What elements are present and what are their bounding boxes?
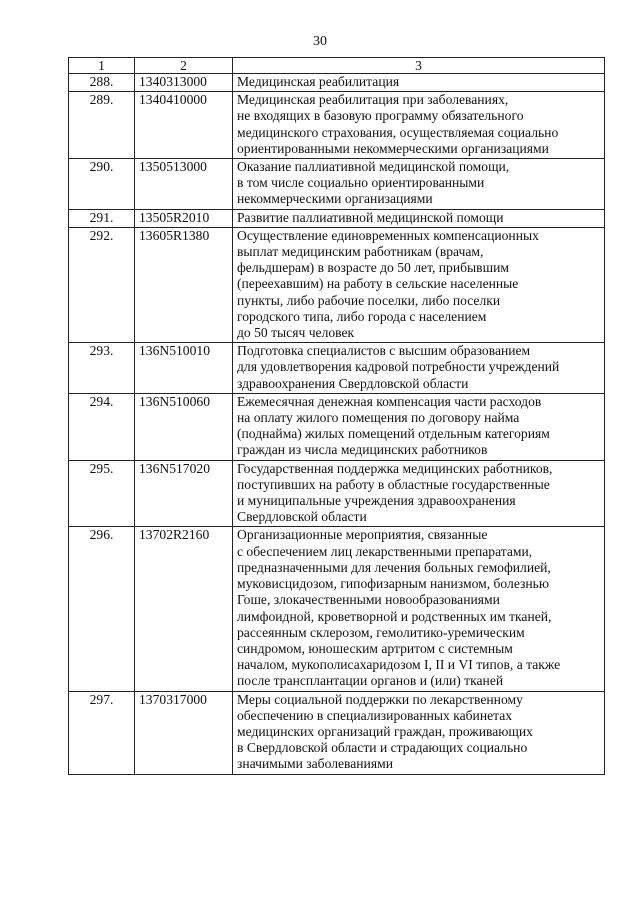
row-description: Развитие паллиативной медицинской помощи (233, 209, 605, 227)
table-row (69, 393, 605, 460)
table-row (69, 460, 605, 527)
row-code: 136N510060 (135, 393, 233, 460)
table-header-row (69, 58, 605, 74)
row-code: 1340313000 (135, 74, 233, 92)
row-number: 292. (69, 227, 135, 342)
row-number: 297. (69, 691, 135, 774)
row-description: Оказание паллиативной медицинской помощи, в том числе социально ориентированными некоммерческими организациями (233, 159, 605, 210)
row-description: Медицинская реабилитация (233, 74, 605, 92)
table-row (69, 92, 605, 159)
table-row (69, 159, 605, 210)
row-code: 136N517020 (135, 460, 233, 527)
table-row (69, 227, 605, 342)
row-code: 1350513000 (135, 159, 233, 210)
row-number: 293. (69, 343, 135, 394)
row-code: 13505R2010 (135, 209, 233, 227)
row-number: 288. (69, 74, 135, 92)
table-row (69, 209, 605, 227)
row-code: 13605R1380 (135, 227, 233, 342)
table-row (69, 343, 605, 394)
row-number: 294. (69, 393, 135, 460)
column-header: 1 (69, 58, 135, 74)
row-code: 136N510010 (135, 343, 233, 394)
page-number: 30 (313, 34, 327, 49)
row-code: 1340410000 (135, 92, 233, 159)
column-header: 3 (233, 58, 605, 74)
row-description: Ежемесячная денежная компенсация части расходов на оплату жилого помещения по договору найма (поднайма) жилых помещений отдельным категориям граждан из числа медицинских работников (233, 393, 605, 460)
row-number: 296. (69, 527, 135, 691)
row-description: Медицинская реабилитация при заболеваниях, не входящих в базовую программу обязательного медицинского страхования, осуществляемая социально ориентированными некоммерческими организациями (233, 92, 605, 159)
row-description: Осуществление единовременных компенсационных выплат медицинским работникам (врачам, фельдшерам) в возрасте до 50 лет, прибывшим (переехавшим) на работу в сельские населенные пункты, либо рабочие поселки, либо поселки городского типа, либо города с населением до 50 тысяч человек (233, 227, 605, 342)
row-number: 295. (69, 460, 135, 527)
budget-code-table (68, 57, 605, 775)
row-number: 289. (69, 92, 135, 159)
row-code: 1370317000 (135, 691, 233, 774)
row-number: 290. (69, 159, 135, 210)
table-row (69, 691, 605, 774)
row-number: 291. (69, 209, 135, 227)
row-code: 13702R2160 (135, 527, 233, 691)
column-header: 2 (135, 58, 233, 74)
row-description: Государственная поддержка медицинских работников, поступивших на работу в областные государственные и муниципальные учреждения здравоохранения Свердловской области (233, 460, 605, 527)
table-row (69, 527, 605, 691)
table-row (69, 74, 605, 92)
row-description: Меры социальной поддержки по лекарственному обеспечению в специализированных кабинетах медицинских организаций граждан, проживающих в Свердловской области и страдающих социально значимыми заболеваниями (233, 691, 605, 774)
row-description: Организационные мероприятия, связанные с обеспечением лиц лекарственными препаратами, предназначенными для лечения больных гемофилией, муковисцидозом, гипофизарным нанизмом, болезнью Гоше, злокачественными новообразованиями лимфоидной, кроветворной и родственных им тканей, рассеянным склерозом, гемолитико-уремическим синдромом, юношеским артритом с системным началом, мукополисахаридозом I, II и VI типов, а также после трансплантации органов и (или) тканей (233, 527, 605, 691)
row-description: Подготовка специалистов с высшим образованием для удовлетворения кадровой потребности учреждений здравоохранения Свердловской области (233, 343, 605, 394)
